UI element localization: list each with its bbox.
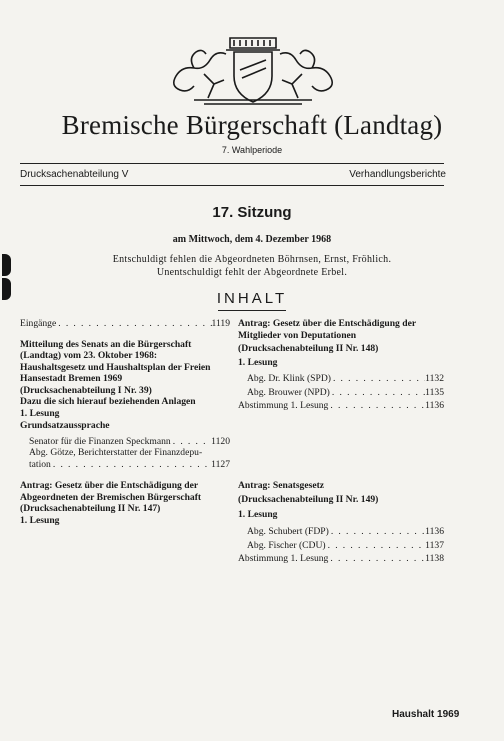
toc-item-text: 1. Lesung (20, 514, 60, 526)
section-label: Drucksachenabteilung V (20, 169, 129, 180)
toc-item-text: (Drucksachenabteilung II Nr. 149) (238, 494, 379, 505)
toc-entry (238, 400, 444, 412)
toc-entry (238, 373, 444, 385)
session-date: am Mittwoch, dem 4. Dezember 1968 (172, 234, 332, 245)
page-footer: Haushalt 1969 (392, 709, 460, 720)
toc-page-number: 1119 (211, 318, 230, 329)
toc-item-text: (Drucksachenabteilung II Nr. 148) (238, 343, 379, 354)
toc-entry (238, 526, 444, 538)
toc-entry (20, 436, 230, 448)
toc-subheading: Grundsatzaussprache (20, 420, 110, 431)
toc-entry (20, 459, 230, 471)
toc-entry-label: tation (29, 458, 51, 470)
session-title: 17. Sitzung (212, 204, 292, 221)
toc-page-number: 1135 (425, 386, 444, 398)
divider (20, 163, 444, 164)
coat-of-arms-emblem (164, 34, 342, 108)
election-period: 7. Wahlperiode (221, 145, 283, 155)
toc-item-text: Mitteilung des Senats an die Bürgerschaft (20, 338, 192, 350)
toc-entry-label: Eingänge (20, 318, 57, 329)
toc-item-text: Antrag: Gesetz über die Entschädigung der (20, 480, 199, 491)
toc-item-text: Dazu die sich hierauf beziehenden Anlagen (20, 396, 196, 407)
toc-page-number: 1137 (425, 539, 444, 551)
toc-item-text: 1. Lesung (238, 508, 278, 520)
toc-item-text: Antrag: Senatsgesetz (238, 479, 325, 491)
toc-entry-label: Abg. Brouwer (NPD) (247, 386, 330, 398)
toc-item-text: 1. Lesung (20, 407, 60, 419)
excused-absence: Entschuldigt fehlen die Abgeordneten Böhrnsen, Ernst, Fröhlich. (112, 254, 392, 265)
toc-entry-label: Abstimmung 1. Lesung (238, 400, 329, 411)
toc-entry-label: Senator für die Finanzen Speckmann (29, 435, 171, 447)
toc-entry-label: Abg. Fischer (CDU) (247, 539, 326, 551)
toc-page-number: 1132 (425, 373, 444, 384)
divider (218, 310, 286, 311)
document-title: Bremische Bürgerschaft (Landtag) (61, 110, 443, 140)
toc-entry-label: Abstimmung 1. Lesung (238, 553, 329, 564)
toc-entry (238, 540, 444, 552)
toc-item-text: Abgeordneten der Bremischen Bürgerschaft (20, 491, 202, 503)
divider (20, 185, 444, 186)
toc-entry (238, 553, 444, 565)
toc-item-text: Antrag: Gesetz über die Entschädigung der (238, 318, 417, 329)
toc-page-number: 1127 (211, 458, 230, 470)
toc-page-number: 1136 (425, 400, 444, 411)
toc-entry-label: Abg. Schubert (FDP) (247, 526, 329, 537)
toc-right-column (238, 318, 444, 565)
toc-page-number: 1136 (425, 526, 444, 537)
toc-left-column (20, 318, 230, 526)
toc-item-text: (Drucksachenabteilung II Nr. 147) (20, 503, 161, 514)
toc-heading: INHALT (216, 290, 288, 307)
toc-entry (20, 318, 230, 330)
toc-page-number: 1138 (425, 553, 444, 564)
toc-entry-label: Abg. Götze, Berichterstatter der Finanzdepu- (29, 447, 203, 458)
toc-item-text: (Drucksachenabteilung I Nr. 39) (20, 384, 152, 396)
toc-item-text: 1. Lesung (238, 356, 278, 368)
toc-item-text: Haushaltsgesetz und Haushaltsplan der Freien (20, 361, 211, 373)
unexcused-absence: Unentschuldigt fehlt der Abgeordnete Erbel. (156, 267, 348, 278)
toc-item-text: Mitglieder von Deputationen (238, 329, 357, 341)
toc-page-number: 1120 (211, 435, 230, 447)
toc-item-text: (Landtag) vom 23. Oktober 1968: (20, 350, 158, 361)
report-type-label: Verhandlungsberichte (349, 169, 446, 180)
toc-entry (238, 387, 444, 399)
toc-item-text: Hansestadt Bremen 1969 (20, 373, 123, 384)
toc-entry-label: Abg. Dr. Klink (SPD) (247, 373, 331, 384)
